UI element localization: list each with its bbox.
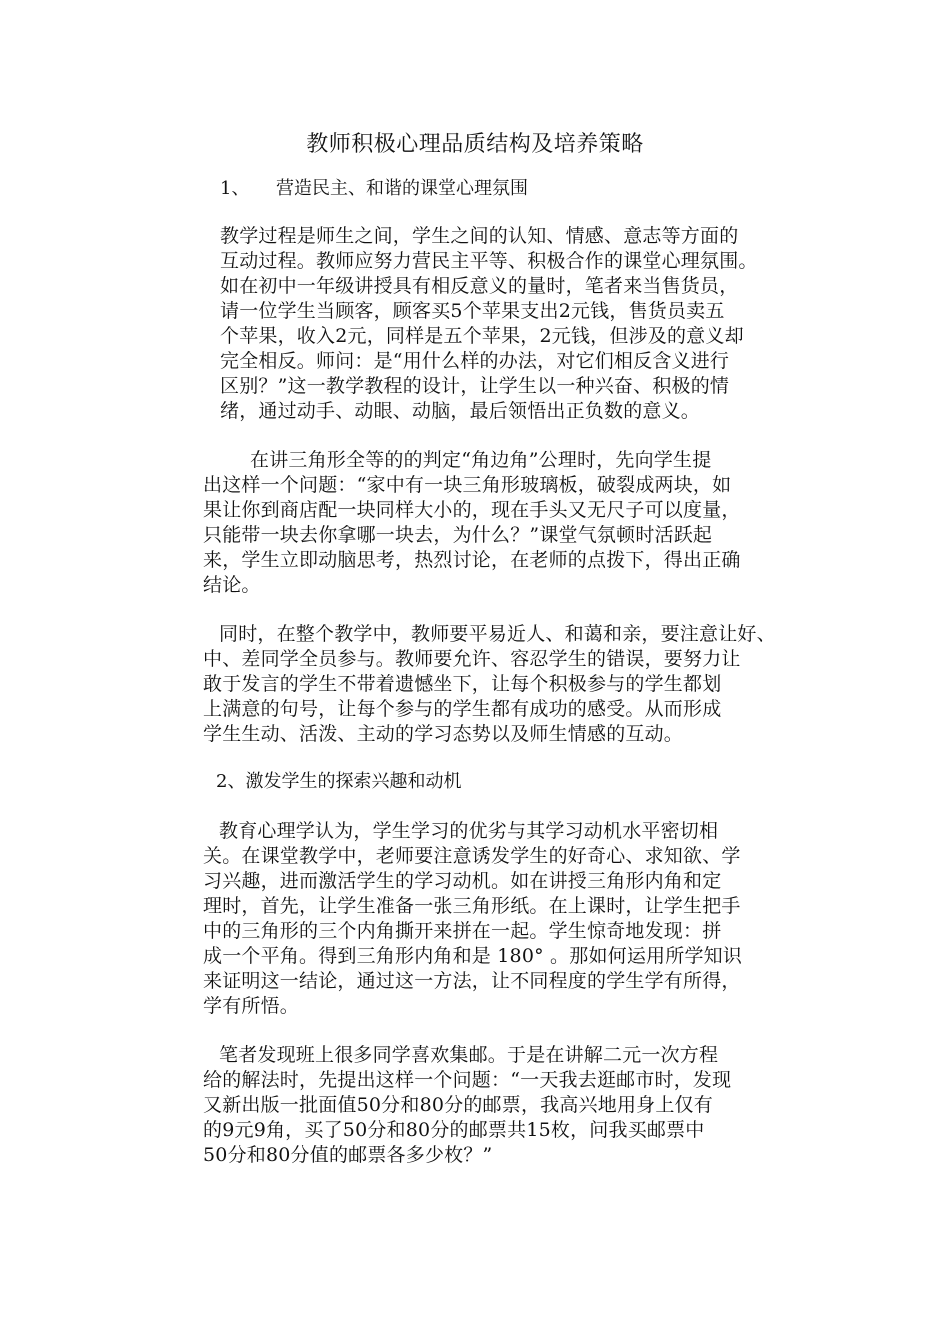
text-line: 中、差同学全员参与。教师要允许、容忍学生的错误，要努力让 (203, 648, 741, 670)
section-number: 1、 (220, 178, 250, 199)
text-line: 结论。 (203, 574, 261, 596)
text-line: 成一个平角。得到三角形内角和是 180° 。那如何运用所学知识 (203, 945, 743, 967)
text-line: 来，学生立即动脑思考，热烈讨论，在老师的点拨下，得出正确 (203, 549, 741, 571)
text-line: 50分和80分值的邮票各多少枚？” (203, 1144, 493, 1166)
text-line: 出这样一个问题：“家中有一块三角形玻璃板，破裂成两块，如 (203, 474, 732, 496)
text-line: 请一位学生当顾客，顾客买5个苹果支出2元钱，售货员卖五 (220, 300, 725, 322)
text-line: 在讲三角形全等的的判定“角边角”公理时，先向学生提 (250, 449, 712, 471)
text-line: 关。在课堂教学中，老师要注意诱发学生的好奇心、求知欲、学 (203, 845, 741, 867)
text-line: 笔者发现班上很多同学喜欢集邮。于是在讲解二元一次方程 (219, 1044, 719, 1066)
text-line: 区别？”这一教学教程的设计，让学生以一种兴奋、积极的情 (220, 375, 730, 397)
text-line: 同时，在整个教学中，教师要平易近人、和蔼和亲，要注意让好、 (219, 623, 776, 645)
text-line: 个苹果，收入2元，同样是五个苹果，2元钱，但涉及的意义却 (220, 325, 744, 347)
section-heading-1 (220, 174, 528, 204)
text-line: 理时，首先，让学生准备一张三角形纸。在上课时，让学生把手 (203, 895, 741, 917)
text-line: 上满意的句号，让每个参与的学生都有成功的感受。从而形成 (203, 698, 722, 720)
section-heading-text: 营造民主、和谐的课堂心理氛围 (276, 178, 528, 199)
text-line: 完全相反。师问：是“用什么样的办法，对它们相反含义进行 (220, 350, 730, 372)
text-line: 的9元9角，买了50分和80分的邮票共15枚，问我买邮票中 (203, 1119, 705, 1141)
section-heading-2: 2、激发学生的探索兴趣和动机 (216, 771, 462, 792)
text-line: 学有所悟。 (203, 995, 300, 1017)
text-line: 中的三角形的三个内角撕开来拼在一起。学生惊奇地发现：拼 (203, 920, 722, 942)
text-line: 果让你到商店配一块同样大小的，现在手头又无尺子可以度量， (203, 499, 741, 521)
text-line: 只能带一块去你拿哪一块去，为什么？”课堂气氛顿时活跃起 (203, 524, 713, 546)
text-line: 互动过程。教师应努力营民主平等、积极合作的课堂心理氛围。 (220, 250, 758, 272)
text-line: 绪，通过动手、动眼、动脑，最后领悟出正负数的意义。 (220, 400, 701, 422)
text-line: 学生生动、活泼、主动的学习态势以及师生情感的互动。 (203, 723, 684, 745)
text-line: 习兴趣，进而激活学生的学习动机。如在讲授三角形内角和定 (203, 870, 722, 892)
text-line: 教学过程是师生之间，学生之间的认知、情感、意志等方面的 (220, 225, 739, 247)
text-line: 教育心理学认为，学生学习的优劣与其学习动机水平密切相 (219, 820, 719, 842)
page-title: 教师积极心理品质结构及培养策略 (306, 132, 644, 157)
text-line: 敢于发言的学生不带着遗憾坐下，让每个积极参与的学生都划 (203, 673, 722, 695)
text-line: 如在初中一年级讲授具有相反意义的量时，笔者来当售货员， (220, 275, 739, 297)
text-line: 又新出版一批面值50分和80分的邮票，我高兴地用身上仅有 (203, 1094, 713, 1116)
text-line: 给的解法时，先提出这样一个问题：“一天我去逛邮市时，发现 (203, 1069, 732, 1091)
text-line: 来证明这一结论，通过这一方法，让不同程度的学生学有所得， (203, 970, 741, 992)
